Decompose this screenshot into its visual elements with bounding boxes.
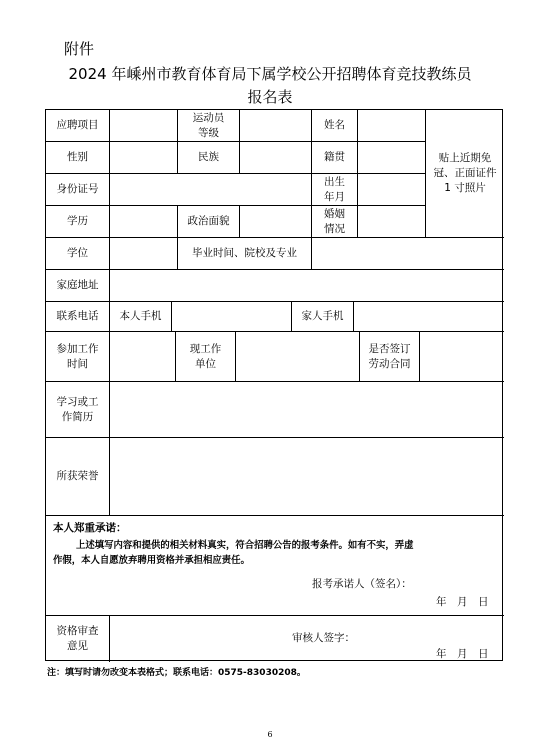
field-honors[interactable] bbox=[110, 438, 504, 516]
field-gender[interactable] bbox=[110, 142, 178, 174]
label-work-start: 参加工作 时间 bbox=[46, 332, 110, 382]
field-name[interactable] bbox=[358, 110, 426, 142]
attachment-label: 附件 bbox=[64, 40, 95, 58]
pledge-title: 本人郑重承诺： bbox=[53, 522, 127, 534]
pledge-text-1: 上述填写内容和提供的相关材料真实，符合招聘公告的报考条件。如有不实，弄虚 bbox=[76, 540, 414, 551]
field-resume[interactable] bbox=[110, 382, 504, 438]
field-position[interactable] bbox=[110, 110, 178, 142]
label-current-unit: 现工作 单位 bbox=[176, 332, 236, 382]
page-number: 6 bbox=[267, 730, 273, 739]
label-marital: 婚姻 情况 bbox=[312, 206, 358, 238]
label-labor-contract: 是否签订 劳动合同 bbox=[360, 332, 420, 382]
form-title: 2024 年嵊州市教育体育局下属学校公开招聘体育竞技教练员 bbox=[68, 65, 472, 83]
label-political-status: 政治面貌 bbox=[178, 206, 240, 238]
label-qualification-review: 资格审查 意见 bbox=[46, 616, 110, 662]
label-address: 家庭地址 bbox=[46, 270, 110, 302]
label-name: 姓名 bbox=[312, 110, 358, 142]
label-degree: 学位 bbox=[46, 238, 110, 270]
field-current-unit[interactable] bbox=[236, 332, 360, 382]
label-honors: 所获荣誉 bbox=[46, 438, 110, 516]
field-political-status[interactable] bbox=[240, 206, 312, 238]
label-native-place: 籍贯 bbox=[312, 142, 358, 174]
label-id-number: 身份证号 bbox=[46, 174, 110, 206]
photo-box[interactable]: 贴上近期免 冠、正面证件 1 寸照片 bbox=[426, 110, 504, 238]
label-family-phone: 家人手机 bbox=[292, 302, 354, 332]
field-own-phone[interactable] bbox=[172, 302, 292, 332]
label-ethnicity: 民族 bbox=[178, 142, 240, 174]
field-labor-contract[interactable] bbox=[420, 332, 504, 382]
reviewer-sign[interactable]: 审核人签字： bbox=[292, 632, 355, 644]
label-athlete-level: 运动员 等级 bbox=[178, 110, 240, 142]
field-ethnicity[interactable] bbox=[240, 142, 312, 174]
pledge-signer[interactable]: 报考承诺人（签名）： bbox=[312, 578, 412, 590]
review-date[interactable]: 年 月 日 bbox=[436, 648, 489, 660]
pledge-text-2: 作假，本人自愿放弃聘用资格并承担相应责任。 bbox=[53, 555, 250, 566]
field-birth[interactable] bbox=[358, 174, 426, 206]
label-resume: 学习或工 作简历 bbox=[46, 382, 110, 438]
label-position: 应聘项目 bbox=[46, 110, 110, 142]
field-degree[interactable] bbox=[110, 238, 178, 270]
field-education[interactable] bbox=[110, 206, 178, 238]
field-native-place[interactable] bbox=[358, 142, 426, 174]
pledge-date[interactable]: 年 月 日 bbox=[436, 596, 489, 608]
label-own-phone: 本人手机 bbox=[110, 302, 172, 332]
label-graduation-info: 毕业时间、院校及专业 bbox=[178, 238, 312, 270]
field-id-number[interactable] bbox=[110, 174, 312, 206]
label-education: 学历 bbox=[46, 206, 110, 238]
field-athlete-level[interactable] bbox=[240, 110, 312, 142]
footer-note: 注：填写时请勿改变本表格式；联系电话：0575-83030208。 bbox=[47, 668, 306, 678]
field-marital[interactable] bbox=[358, 206, 426, 238]
form-subtitle: 报名表 bbox=[247, 88, 293, 106]
field-graduation-info[interactable] bbox=[312, 238, 504, 270]
label-contact: 联系电话 bbox=[46, 302, 110, 332]
label-gender: 性别 bbox=[46, 142, 110, 174]
field-work-start[interactable] bbox=[110, 332, 176, 382]
label-birth: 出生 年月 bbox=[312, 174, 358, 206]
registration-form bbox=[45, 109, 503, 661]
field-family-phone[interactable] bbox=[354, 302, 504, 332]
field-address[interactable] bbox=[110, 270, 504, 302]
